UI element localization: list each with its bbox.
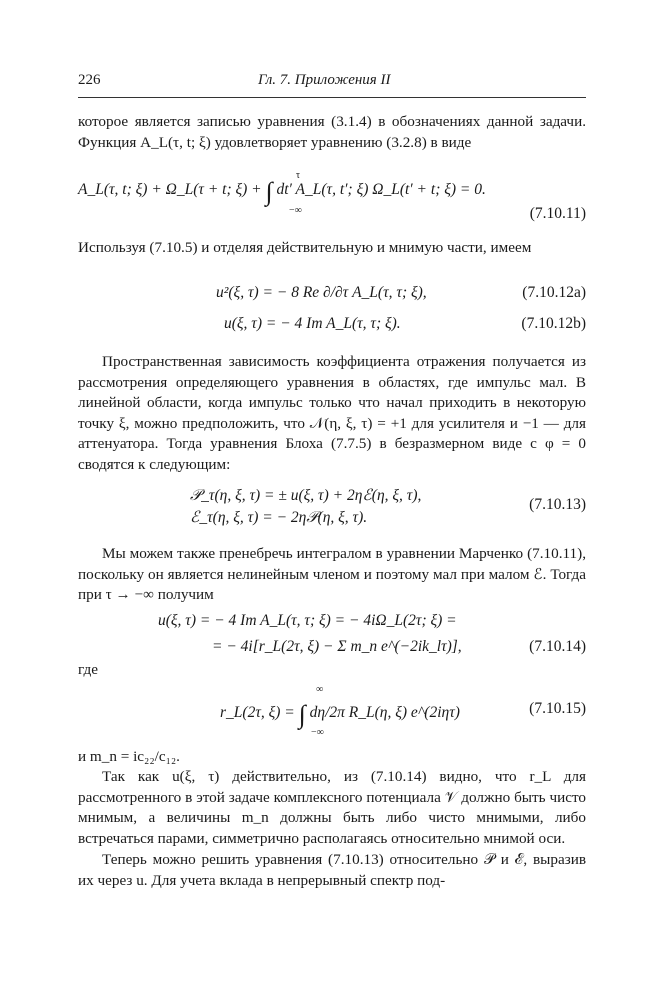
equation-7-10-15 — [220, 700, 460, 730]
equation-7-10-13-line-2: ℰ_τ(η, ξ, τ) = − 2η𝒫(η, ξ, τ). — [190, 509, 368, 526]
eq-7-10-11-lhs: A_L(τ, t; ξ) + Ω_L(τ + t; ξ) + — [78, 181, 262, 198]
equation-7-10-11 — [78, 177, 486, 207]
paragraph-4: Мы можем также пренебречь интегралом в уравнении Марченко (7.10.11), поскольку он является нелинейным членом и поэтому мал при малом ℰ. Тогда при τ → −∞ получим — [78, 545, 586, 603]
integral-sign-icon: ∫ — [298, 700, 306, 729]
paragraph-6: и m_n = ic₂₂/c₁₂. — [78, 748, 180, 765]
equation-7-10-13-line-1: 𝒫_τ(η, ξ, τ) = ± u(ξ, τ) + 2ηℰ(η, ξ, τ), — [190, 487, 422, 504]
paragraph-7: Так как u(ξ, τ) действительно, из (7.10.14) видно, что r_L для рассмотренного в этой задаче комплексного потенциала 𝒱 должно быть чисто мнимым, а величины m_n должны быть либо чисто мнимыми, либо встречаться парами, симметрично располагаясь относительно мнимой оси. — [78, 768, 586, 847]
paragraph-3: Пространственная зависимость коэффициента отражения получается из рассмотрения определяющего уравнения в областях, где импульс мал. В линейной области, когда импульс только что начал приходить в некоторую точку ξ, можно предположить, что 𝒩(η, ξ, τ) = +1 для усилителя и −1 — для аттенуатора. Тогда уравнения Блоха (7.7.5) в безразмерном виде с φ = 0 сводятся к следующим: — [78, 353, 586, 473]
paragraph-2: Используя (7.10.5) и отделяя действительную и мнимую части, имеем — [78, 239, 532, 256]
eq-7-10-11-lower-limit: −∞ — [289, 205, 302, 216]
running-head: Гл. 7. Приложения II — [258, 72, 391, 88]
paragraph-5: где — [78, 661, 98, 678]
eq-number-7-10-15: (7.10.15) — [529, 700, 586, 717]
integral-sign-icon: ∫ — [265, 177, 273, 206]
equation-7-10-14-line-2: = − 4i[r_L(2τ, ξ) − Σ m_n e^(−2ik_lτ)], — [212, 638, 462, 655]
eq-number-7-10-12a: (7.10.12a) — [522, 284, 586, 301]
paragraph-1: которое является записью уравнения (3.1.4) в обозначениях данной задачи. Функция A_L(τ, t; ξ) удовлетворяет уравнению (3.2.8) в виде — [78, 113, 586, 151]
paragraph-8: Теперь можно решить уравнения (7.10.13) относительно 𝒫 и ℰ, выразив их через u. Для учета вклада в непрерывный спектр под- — [78, 851, 586, 889]
eq-number-7-10-11: (7.10.11) — [529, 205, 586, 222]
page-number: 226 — [78, 72, 101, 88]
eq-7-10-11-upper-limit: τ — [296, 170, 301, 181]
eq-7-10-15-lhs: r_L(2τ, ξ) = — [220, 704, 295, 721]
header-rule — [78, 97, 586, 98]
eq-number-7-10-12b: (7.10.12b) — [521, 315, 586, 332]
eq-7-10-11-integrand: dt′ A_L(τ, t′; ξ) Ω_L(t′ + t; ξ) = 0. — [276, 181, 486, 198]
eq-7-10-15-integrand: dη/2π R_L(η, ξ) e^(2iητ) — [309, 704, 460, 721]
eq-number-7-10-13: (7.10.13) — [529, 496, 586, 513]
equation-7-10-14-line-1: u(ξ, τ) = − 4 Im A_L(τ, τ; ξ) = − 4iΩ_L(2τ; ξ) = — [158, 612, 457, 629]
page-header — [78, 72, 594, 92]
equation-7-10-12b: u(ξ, τ) = − 4 Im A_L(τ, τ; ξ). — [224, 315, 401, 332]
eq-number-7-10-14: (7.10.14) — [529, 638, 586, 655]
eq-7-10-15-lower-limit: −∞ — [311, 727, 324, 738]
eq-7-10-15-upper-limit: ∞ — [316, 684, 324, 695]
equation-7-10-12a: u²(ξ, τ) = − 8 Re ∂/∂τ A_L(τ, τ; ξ), — [216, 284, 427, 301]
